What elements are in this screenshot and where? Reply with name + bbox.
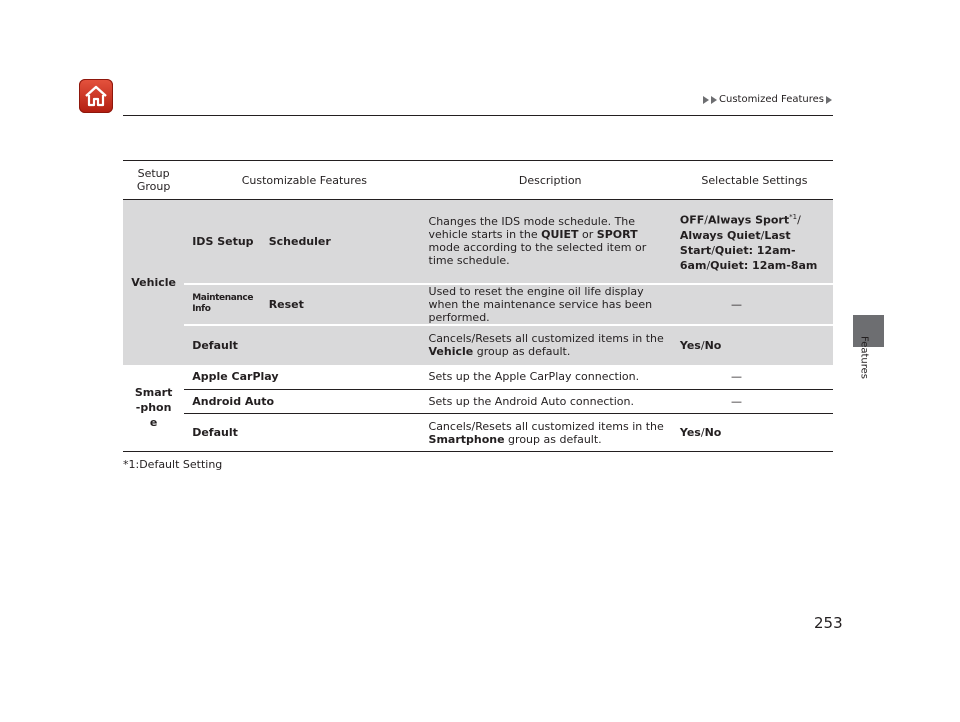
settings-apple-carplay: — (676, 365, 833, 390)
setting-yes: Yes (679, 426, 701, 439)
sub-feature-reset: Reset (265, 284, 425, 325)
setting-last-start: Last Start (679, 228, 791, 257)
table-row (123, 414, 833, 452)
feature-apple-carplay: Apple CarPlay (184, 365, 424, 390)
arrow-right-icon (826, 96, 832, 104)
header-selectable-settings: Selectable Settings (676, 161, 833, 200)
sub-feature-scheduler: Scheduler (265, 200, 425, 284)
table-row (123, 325, 833, 365)
settings-android-auto: — (676, 390, 833, 414)
feature-vehicle-default: Default (184, 325, 424, 365)
description-apple-carplay: Sets up the Apple CarPlay connection. (425, 365, 676, 390)
settings-maintenance: — (676, 284, 833, 325)
table-row (123, 284, 833, 325)
breadcrumb[interactable] (703, 94, 832, 105)
group-smartphone-label: Smart-phone (134, 386, 173, 430)
section-tab-label: Features (858, 336, 870, 379)
group-vehicle: Vehicle (123, 200, 184, 365)
desc-text: mode according to the selected item or time schedule. (428, 241, 647, 268)
feature-android-auto: Android Auto (184, 390, 424, 414)
feature-smartphone-default: Default (184, 414, 424, 452)
setting-always-quiet: Always Quiet (679, 228, 761, 242)
description-maintenance: Used to reset the engine oil life display when the maintenance service has been performed. (425, 284, 676, 325)
home-button[interactable] (79, 79, 113, 113)
slash: / (700, 426, 705, 439)
desc-bold-sport: SPORT (596, 228, 638, 242)
header-rule (123, 115, 833, 116)
desc-text: group as default. (473, 345, 571, 358)
header-description: Description (425, 161, 676, 200)
customized-features-table (123, 160, 833, 452)
setting-off: OFF (679, 213, 705, 227)
arrow-right-icon (711, 96, 717, 104)
desc-bold-vehicle: Vehicle (428, 345, 474, 358)
breadcrumb-label[interactable]: Customized Features (719, 94, 825, 105)
home-icon (83, 83, 109, 109)
desc-text: group as default. (504, 432, 602, 446)
footnote: *1:Default Setting (123, 458, 223, 471)
table-row (123, 390, 833, 414)
slash: / (706, 258, 711, 272)
description-smartphone-default (425, 414, 676, 452)
description-vehicle-default (425, 325, 676, 365)
desc-text: Cancels/Resets all customized items in the (428, 332, 664, 345)
desc-bold-smartphone: Smartphone (428, 432, 505, 446)
setting-no: No (704, 426, 722, 439)
slash: / (711, 243, 715, 257)
feature-maintenance-info-label: Maintenance Info (192, 293, 254, 314)
slash: / (797, 213, 801, 227)
table-row (123, 365, 833, 390)
setting-no: No (704, 338, 722, 352)
feature-maintenance-info (184, 284, 264, 325)
desc-text: or (578, 228, 597, 242)
setting-quiet-12am-6am: Quiet: 12am-6am (679, 243, 796, 272)
page-number: 253 (814, 614, 843, 632)
header-setup-group: Setup Group (123, 161, 184, 200)
feature-ids-setup: IDS Setup (184, 200, 264, 284)
setting-always-sport: Always Sport (708, 213, 790, 227)
desc-bold-quiet: QUIET (541, 228, 579, 242)
table-row (123, 200, 833, 284)
table-header-row (123, 161, 833, 200)
setting-yes: Yes (679, 338, 701, 352)
arrow-right-icon (703, 96, 709, 104)
settings-smartphone-default (676, 414, 833, 452)
settings-ids (676, 200, 833, 284)
group-smartphone (123, 365, 184, 452)
description-ids (425, 200, 676, 284)
footnote-mark: *1 (789, 212, 798, 221)
slash: / (704, 213, 708, 227)
header-customizable-features: Customizable Features (184, 161, 424, 200)
slash: / (700, 338, 705, 352)
settings-vehicle-default (676, 325, 833, 365)
description-android-auto: Sets up the Android Auto connection. (425, 390, 676, 414)
setting-quiet-12am-8am: Quiet: 12am-8am (710, 258, 818, 272)
slash: / (760, 228, 765, 242)
desc-text: Cancels/Resets all customized items in the (428, 419, 664, 433)
desc-text: Changes the IDS mode schedule. The vehicle starts in the (428, 215, 636, 242)
